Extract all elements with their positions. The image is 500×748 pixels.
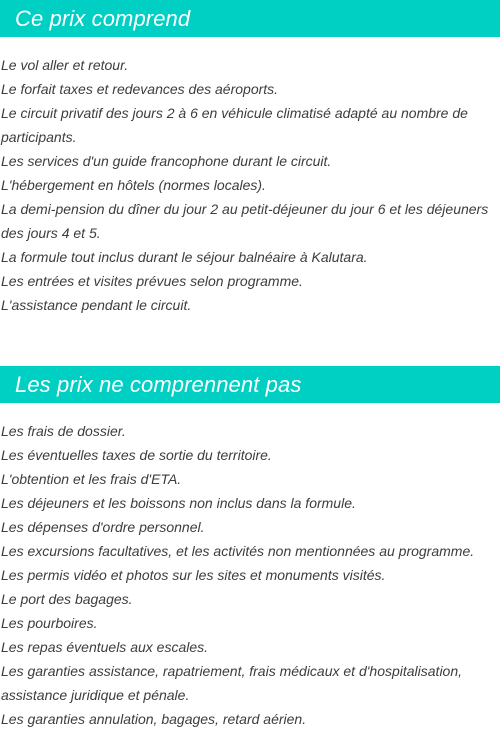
excluded-title: Les prix ne comprennent pas — [15, 371, 302, 397]
included-title: Ce prix comprend — [15, 5, 191, 31]
included-item: La formule tout inclus durant le séjour balnéaire à Kalutara. — [1, 249, 368, 265]
included-item: Le circuit privatif des jours 2 à 6 en véhicule climatisé adapté au nombre de participants. — [1, 105, 468, 145]
excluded-item: Les éventuelles taxes de sortie du territoire. — [1, 447, 272, 463]
excluded-section — [0, 366, 500, 731]
included-item: Les services d'un guide francophone durant le circuit. — [1, 153, 332, 169]
excluded-header — [0, 366, 500, 403]
included-item: L'hébergement en hôtels (normes locales). — [1, 177, 266, 193]
excluded-item: Les permis vidéo et photos sur les sites et monuments visités. — [1, 567, 386, 583]
included-item: Les entrées et visites prévues selon programme. — [1, 273, 303, 289]
excluded-item: Les garanties assistance, rapatriement, frais médicaux et d'hospitalisation, assistance juridique et pénale. — [1, 663, 463, 703]
included-header — [0, 0, 500, 37]
included-list — [0, 37, 500, 317]
included-item: Le forfait taxes et redevances des aéroports. — [1, 81, 279, 97]
excluded-item: Les excursions facultatives, et les activités non mentionnées au programme. — [1, 543, 475, 559]
excluded-item: Les garanties annulation, bagages, retard aérien. — [1, 711, 307, 727]
excluded-list — [0, 403, 500, 731]
included-item: La demi-pension du dîner du jour 2 au petit-déjeuner du jour 6 et les déjeuners des jours 4 et 5. — [1, 201, 489, 241]
excluded-item: L'obtention et les frais d'ETA. — [1, 471, 182, 487]
included-section — [0, 0, 500, 317]
excluded-item: Les pourboires. — [1, 615, 98, 631]
excluded-item: Les repas éventuels aux escales. — [1, 639, 209, 655]
included-item: Le vol aller et retour. — [1, 57, 129, 73]
excluded-item: Les dépenses d'ordre personnel. — [1, 519, 205, 535]
excluded-item: Les frais de dossier. — [1, 423, 126, 439]
included-item: L'assistance pendant le circuit. — [1, 297, 192, 313]
excluded-item: Le port des bagages. — [1, 591, 133, 607]
excluded-item: Les déjeuners et les boissons non inclus dans la formule. — [1, 495, 356, 511]
